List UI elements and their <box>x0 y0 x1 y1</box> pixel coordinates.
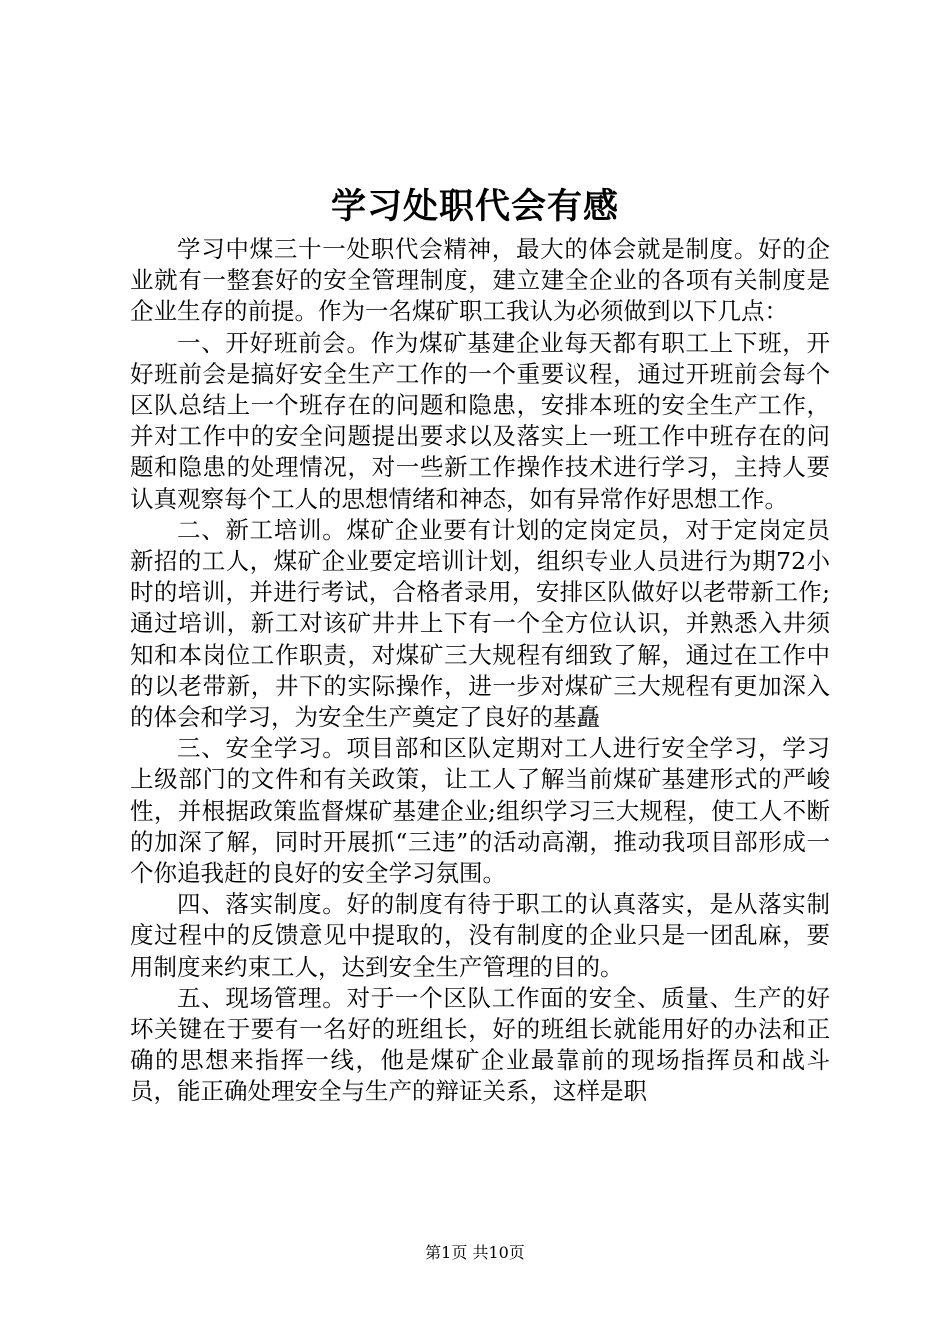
document-body <box>130 234 830 1108</box>
paragraph-5: 五、现场管理。对于一个区队工作面的安全、质量、生产的好坏关键在于要有一名好的班组长，好的班组长就能用好的办法和正确的思想来指挥一线，他是煤矿企业最靠前的现场指挥员和战斗员，能正确处理安全与生产的辩证关系，这样是职 <box>130 983 830 1106</box>
page-number-footer: 第1页 共10页 <box>425 1243 525 1262</box>
paragraph-2: 二、新工培训。煤矿企业要有计划的定岗定员，对于定岗定员新招的工人，煤矿企业要定培训计划，组织专业人员进行为期72小时的培训，并进行考试，合格者录用，安排区队做好以老带新工作;通过培训，新工对该矿井井上下有一个全方位认识，并熟悉入井须知和本岗位工作职责，对煤矿三大规程有细致了解，通过在工作中的以老带新，井下的实际操作，进一步对煤矿三大规程有更加深入的体会和学习，为安全生产奠定了良好的基矗 <box>130 515 830 732</box>
paragraph-3: 三、安全学习。项目部和区队定期对工人进行安全学习，学习上级部门的文件和有关政策，让工人了解当前煤矿基建形式的严峻性，并根据政策监督煤矿基建企业;组织学习三大规程，使工人不断的加深了解，同时开展抓“三违”的活动高潮，推动我项目部形成一个你追我赶的良好的安全学习氛围。 <box>130 734 830 888</box>
paragraph-4: 四、落实制度。好的制度有待于职工的认真落实，是从落实制度过程中的反馈意见中提取的，没有制度的企业只是一团乱麻，要用制度来约束工人，达到安全生产管理的目的。 <box>130 890 830 981</box>
paragraph-intro: 学习中煤三十一处职代会精神，最大的体会就是制度。好的企业就有一整套好的安全管理制度，建立建全企业的各项有关制度是企业生存的前提。作为一名煤矿职工我认为必须做到以下几点： <box>130 235 830 326</box>
paragraph-1: 一、开好班前会。作为煤矿基建企业每天都有职工上下班，开好班前会是搞好安全生产工作的一个重要议程，通过开班前会每个区队总结上一个班存在的问题和隐患，安排本班的安全生产工作，并对工作中的安全问题提出要求以及落实上一班工作中班存在的问题和隐患的处理情况，对一些新工作操作技术进行学习，主持人要认真观察每个工人的思想情绪和神态，如有异常作好思想工作。 <box>130 328 830 513</box>
document-title: 学习处职代会有感 <box>330 186 619 227</box>
